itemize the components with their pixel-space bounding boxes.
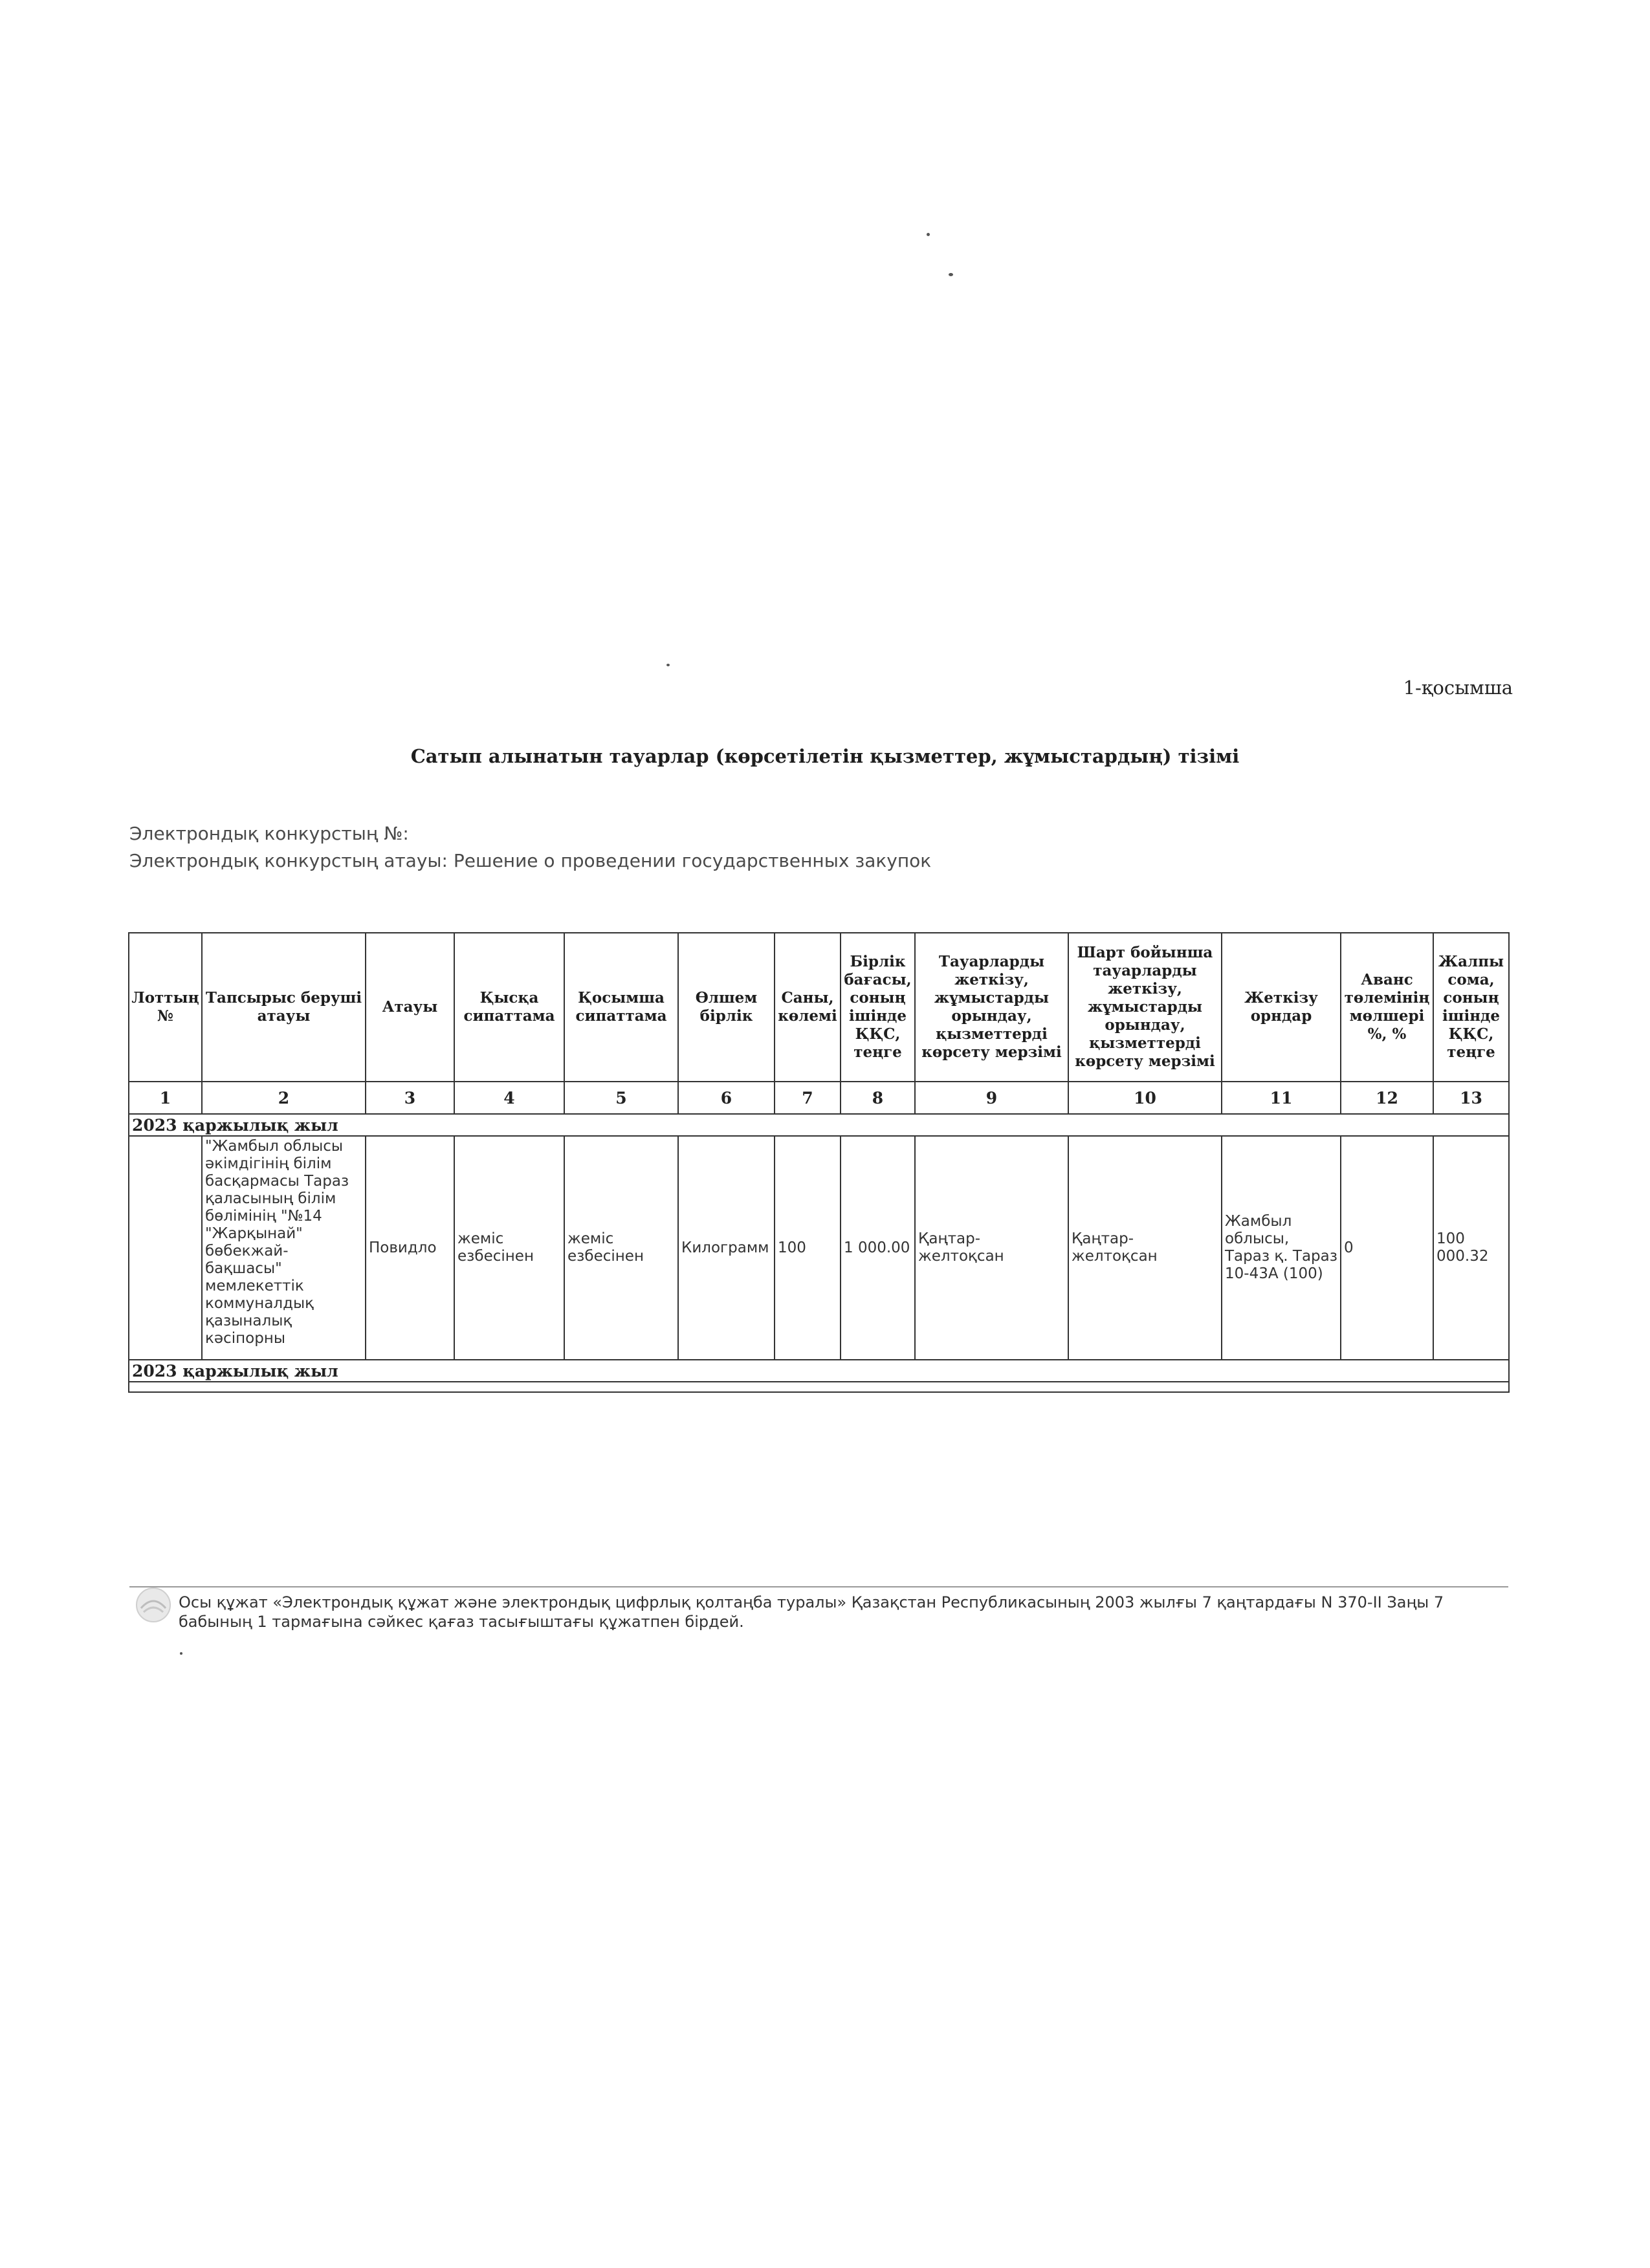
column-number: 2 (202, 1082, 366, 1114)
scan-speck (927, 233, 930, 236)
scan-speck (666, 664, 670, 666)
fiscal-year-label: 2023 қаржылық жыл (129, 1360, 1509, 1382)
cell-quantity: 100 (775, 1136, 841, 1360)
column-number: 7 (775, 1082, 841, 1114)
header-name: Атауы (366, 933, 454, 1082)
cell-unit: Килограмм (678, 1136, 775, 1360)
cell-unit-price: 1 000.00 (841, 1136, 915, 1360)
header-quantity: Саны, көлемі (775, 933, 841, 1082)
column-number: 6 (678, 1082, 775, 1114)
cell-total: 100 000.32 (1433, 1136, 1509, 1360)
footer-legal-text: Осы құжат «Электрондық құжат және электрондық цифрлық қолтаңба туралы» Қазақстан Республикасының 2003 жылғы 7 қаңтардағы N 370-II Заңы 7 бабының 1 тармағына сәйкес қағаз тасығыштағы құжатпен бірдей. (179, 1593, 1444, 1631)
header-unit-price: Бірлік бағасы, соның ішінде ҚҚС, теңге (841, 933, 915, 1082)
column-number: 4 (454, 1082, 564, 1114)
scan-speck (180, 1652, 182, 1655)
header-contract-period: Шарт бойынша тауарларды жеткізу, жұмыстарды орындау, қызметтерді көрсету мерзімі (1068, 933, 1222, 1082)
document-title: Сатып алынатын тауарлар (көрсетілетін қызметтер, жұмыстардың) тізімі (410, 745, 1240, 767)
column-number: 10 (1068, 1082, 1222, 1114)
scan-speck (949, 273, 953, 276)
table-header-row (129, 933, 1509, 1082)
column-number: 5 (564, 1082, 678, 1114)
header-unit: Өлшем бірлік (678, 933, 775, 1082)
cell-name: Повидло (366, 1136, 454, 1360)
column-number: 1 (129, 1082, 202, 1114)
annex-label: 1-қосымша (1403, 677, 1513, 699)
header-delivery-place: Жеткізу орндар (1222, 933, 1341, 1082)
fiscal-year-label: 2023 қаржылық жыл (129, 1114, 1509, 1136)
header-delivery-period: Тауарларды жеткізу, жұмыстарды орындау, қызметтерді көрсету мерзімі (915, 933, 1068, 1082)
column-number: 9 (915, 1082, 1068, 1114)
header-total: Жалпы сома, соның ішінде ҚҚС, теңге (1433, 933, 1509, 1082)
column-number: 11 (1222, 1082, 1341, 1114)
cell-short-description: жеміс езбесінен (454, 1136, 564, 1360)
contest-number: Электрондық конкурстың №: (129, 823, 409, 844)
header-customer: Тапсырыс беруші атауы (202, 933, 366, 1082)
table-bottom-spacer (129, 1382, 1509, 1392)
fiscal-year-row (129, 1360, 1509, 1382)
cell-additional-description: жеміс езбесінен (564, 1136, 678, 1360)
table-row (129, 1136, 1509, 1360)
header-short-description: Қысқа сипаттама (454, 933, 564, 1082)
empty-cell (129, 1382, 1509, 1392)
column-number: 3 (366, 1082, 454, 1114)
header-additional-description: Қосымша сипаттама (564, 933, 678, 1082)
seal-icon (133, 1585, 173, 1625)
cell-contract-period: Қаңтар-желтоқсан (1068, 1136, 1222, 1360)
column-number: 13 (1433, 1082, 1509, 1114)
column-number-row (129, 1082, 1509, 1114)
header-lot: Лоттың № (129, 933, 202, 1082)
column-number: 12 (1341, 1082, 1433, 1114)
contest-meta (129, 820, 931, 875)
column-number: 8 (841, 1082, 915, 1114)
cell-delivery-period: Қаңтар-желтоқсан (915, 1136, 1068, 1360)
cell-lot (129, 1136, 202, 1360)
cell-advance: 0 (1341, 1136, 1433, 1360)
fiscal-year-row (129, 1114, 1509, 1136)
cell-customer: "Жамбыл облысы әкімдігінің білім басқармасы Тараз қаласының білім бөлімінің "№14 "Жарқынай" бөбекжай-бақшасы" мемлекеттік коммуналдық қазыналық кәсіпорны (202, 1136, 366, 1360)
footer-divider (129, 1586, 1508, 1587)
cell-delivery-place: Жамбыл облысы, Тараз қ. Тараз 10-43А (100) (1222, 1136, 1341, 1360)
procurement-table (128, 932, 1510, 1393)
contest-name: Электрондық конкурстың атауы: Решение о проведении государственных закупок (129, 850, 932, 871)
header-advance: Аванс төлемінің мөлшері %, % (1341, 933, 1433, 1082)
